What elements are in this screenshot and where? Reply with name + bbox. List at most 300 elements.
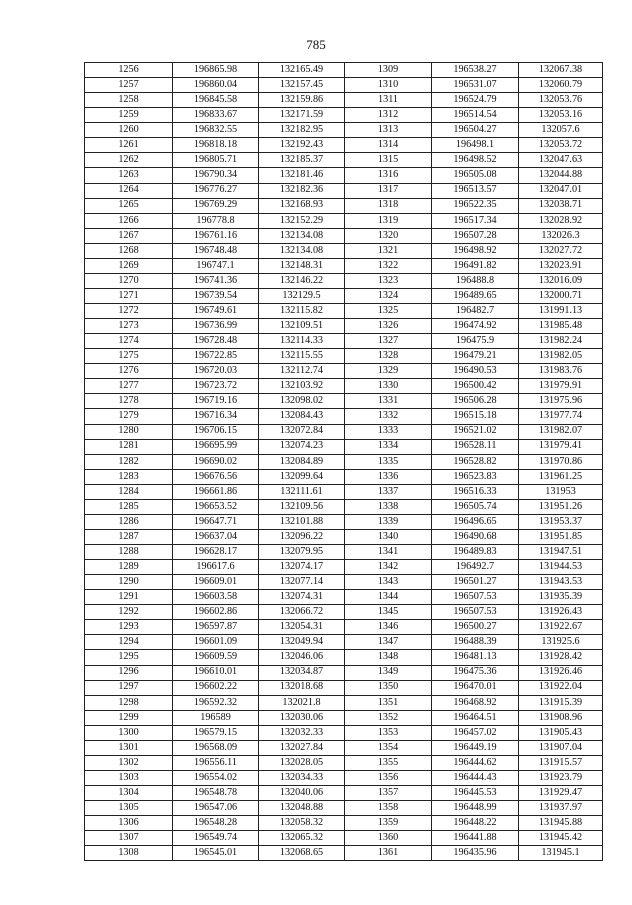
y-coordinate-cell: 132084.89 bbox=[259, 454, 345, 469]
table-row bbox=[85, 168, 603, 183]
y-coordinate-cell: 132077.14 bbox=[259, 575, 345, 590]
point-number-cell: 1299 bbox=[85, 710, 173, 725]
table-row bbox=[85, 755, 603, 770]
x-coordinate-cell: 196790.34 bbox=[173, 168, 259, 183]
y-coordinate-cell: 132134.08 bbox=[259, 228, 345, 243]
y-coordinate-cell: 131944.53 bbox=[519, 560, 603, 575]
table-row bbox=[85, 575, 603, 590]
table-row bbox=[85, 409, 603, 424]
table-row bbox=[85, 831, 603, 846]
point-number-cell: 1332 bbox=[345, 409, 432, 424]
x-coordinate-cell: 196716.34 bbox=[173, 409, 259, 424]
x-coordinate-cell: 196514.54 bbox=[432, 108, 519, 123]
point-number-cell: 1258 bbox=[85, 93, 173, 108]
point-number-cell: 1260 bbox=[85, 123, 173, 138]
x-coordinate-cell: 196489.83 bbox=[432, 545, 519, 560]
x-coordinate-cell: 196490.68 bbox=[432, 529, 519, 544]
x-coordinate-cell: 196523.83 bbox=[432, 469, 519, 484]
table-row bbox=[85, 801, 603, 816]
y-coordinate-cell: 131977.74 bbox=[519, 409, 603, 424]
point-number-cell: 1290 bbox=[85, 575, 173, 590]
x-coordinate-cell: 196610.01 bbox=[173, 665, 259, 680]
x-coordinate-cell: 196661.86 bbox=[173, 484, 259, 499]
table-row bbox=[85, 93, 603, 108]
x-coordinate-cell: 196441.88 bbox=[432, 831, 519, 846]
y-coordinate-cell: 132068.65 bbox=[259, 846, 345, 861]
point-number-cell: 1327 bbox=[345, 334, 432, 349]
x-coordinate-cell: 196860.04 bbox=[173, 78, 259, 93]
x-coordinate-cell: 196444.62 bbox=[432, 755, 519, 770]
y-coordinate-cell: 132115.82 bbox=[259, 304, 345, 319]
table-row bbox=[85, 424, 603, 439]
table-row bbox=[85, 138, 603, 153]
y-coordinate-cell: 131935.39 bbox=[519, 590, 603, 605]
point-number-cell: 1361 bbox=[345, 846, 432, 861]
y-coordinate-cell: 132168.93 bbox=[259, 198, 345, 213]
table-row bbox=[85, 605, 603, 620]
y-coordinate-cell: 132171.59 bbox=[259, 108, 345, 123]
y-coordinate-cell: 131982.05 bbox=[519, 349, 603, 364]
point-number-cell: 1340 bbox=[345, 529, 432, 544]
point-number-cell: 1283 bbox=[85, 469, 173, 484]
point-number-cell: 1360 bbox=[345, 831, 432, 846]
y-coordinate-cell: 132021.8 bbox=[259, 695, 345, 710]
point-number-cell: 1282 bbox=[85, 454, 173, 469]
point-number-cell: 1322 bbox=[345, 258, 432, 273]
y-coordinate-cell: 132099.64 bbox=[259, 469, 345, 484]
point-number-cell: 1300 bbox=[85, 725, 173, 740]
table-row bbox=[85, 228, 603, 243]
x-coordinate-cell: 196601.09 bbox=[173, 635, 259, 650]
table-row bbox=[85, 183, 603, 198]
table-row bbox=[85, 304, 603, 319]
y-coordinate-cell: 132032.33 bbox=[259, 725, 345, 740]
point-number-cell: 1263 bbox=[85, 168, 173, 183]
x-coordinate-cell: 196498.92 bbox=[432, 243, 519, 258]
x-coordinate-cell: 196468.92 bbox=[432, 695, 519, 710]
x-coordinate-cell: 196513.57 bbox=[432, 183, 519, 198]
x-coordinate-cell: 196548.78 bbox=[173, 786, 259, 801]
x-coordinate-cell: 196444.43 bbox=[432, 770, 519, 785]
x-coordinate-cell: 196488.39 bbox=[432, 635, 519, 650]
y-coordinate-cell: 132028.05 bbox=[259, 755, 345, 770]
point-number-cell: 1317 bbox=[345, 183, 432, 198]
x-coordinate-cell: 196832.55 bbox=[173, 123, 259, 138]
x-coordinate-cell: 196653.52 bbox=[173, 499, 259, 514]
point-number-cell: 1354 bbox=[345, 740, 432, 755]
y-coordinate-cell: 131907.04 bbox=[519, 740, 603, 755]
point-number-cell: 1337 bbox=[345, 484, 432, 499]
y-coordinate-cell: 131953 bbox=[519, 484, 603, 499]
x-coordinate-cell: 196475.9 bbox=[432, 334, 519, 349]
x-coordinate-cell: 196516.33 bbox=[432, 484, 519, 499]
x-coordinate-cell: 196498.52 bbox=[432, 153, 519, 168]
y-coordinate-cell: 132111.61 bbox=[259, 484, 345, 499]
y-coordinate-cell: 132027.84 bbox=[259, 740, 345, 755]
x-coordinate-cell: 196603.58 bbox=[173, 590, 259, 605]
x-coordinate-cell: 196568.09 bbox=[173, 740, 259, 755]
point-number-cell: 1262 bbox=[85, 153, 173, 168]
point-number-cell: 1347 bbox=[345, 635, 432, 650]
point-number-cell: 1285 bbox=[85, 499, 173, 514]
x-coordinate-cell: 196507.53 bbox=[432, 605, 519, 620]
x-coordinate-cell: 196528.82 bbox=[432, 454, 519, 469]
y-coordinate-cell: 132040.06 bbox=[259, 786, 345, 801]
point-number-cell: 1289 bbox=[85, 560, 173, 575]
point-number-cell: 1315 bbox=[345, 153, 432, 168]
point-number-cell: 1295 bbox=[85, 650, 173, 665]
table-row bbox=[85, 665, 603, 680]
point-number-cell: 1346 bbox=[345, 620, 432, 635]
x-coordinate-cell: 196457.02 bbox=[432, 725, 519, 740]
table-row bbox=[85, 770, 603, 785]
point-number-cell: 1304 bbox=[85, 786, 173, 801]
y-coordinate-cell: 131929.47 bbox=[519, 786, 603, 801]
x-coordinate-cell: 196761.16 bbox=[173, 228, 259, 243]
point-number-cell: 1329 bbox=[345, 364, 432, 379]
point-number-cell: 1336 bbox=[345, 469, 432, 484]
point-number-cell: 1267 bbox=[85, 228, 173, 243]
x-coordinate-cell: 196637.04 bbox=[173, 529, 259, 544]
table-row bbox=[85, 394, 603, 409]
x-coordinate-cell: 196690.02 bbox=[173, 454, 259, 469]
point-number-cell: 1357 bbox=[345, 786, 432, 801]
y-coordinate-cell: 131922.67 bbox=[519, 620, 603, 635]
table-row bbox=[85, 63, 603, 78]
y-coordinate-cell: 132066.72 bbox=[259, 605, 345, 620]
y-coordinate-cell: 131905.43 bbox=[519, 725, 603, 740]
y-coordinate-cell: 131943.53 bbox=[519, 575, 603, 590]
y-coordinate-cell: 132065.32 bbox=[259, 831, 345, 846]
table-row bbox=[85, 710, 603, 725]
x-coordinate-cell: 196617.6 bbox=[173, 560, 259, 575]
y-coordinate-cell: 132101.88 bbox=[259, 514, 345, 529]
x-coordinate-cell: 196449.19 bbox=[432, 740, 519, 755]
y-coordinate-cell: 131928.42 bbox=[519, 650, 603, 665]
point-number-cell: 1298 bbox=[85, 695, 173, 710]
x-coordinate-cell: 196722.85 bbox=[173, 349, 259, 364]
x-coordinate-cell: 196475.36 bbox=[432, 665, 519, 680]
y-coordinate-cell: 132027.72 bbox=[519, 243, 603, 258]
point-number-cell: 1343 bbox=[345, 575, 432, 590]
y-coordinate-cell: 132148.31 bbox=[259, 258, 345, 273]
x-coordinate-cell: 196739.54 bbox=[173, 288, 259, 303]
y-coordinate-cell: 132053.16 bbox=[519, 108, 603, 123]
x-coordinate-cell: 196728.48 bbox=[173, 334, 259, 349]
point-number-cell: 1277 bbox=[85, 379, 173, 394]
x-coordinate-cell: 196676.56 bbox=[173, 469, 259, 484]
point-number-cell: 1313 bbox=[345, 123, 432, 138]
x-coordinate-cell: 196706.15 bbox=[173, 424, 259, 439]
x-coordinate-cell: 196776.27 bbox=[173, 183, 259, 198]
x-coordinate-cell: 196521.02 bbox=[432, 424, 519, 439]
point-number-cell: 1355 bbox=[345, 755, 432, 770]
table-row bbox=[85, 846, 603, 861]
x-coordinate-cell: 196805.71 bbox=[173, 153, 259, 168]
y-coordinate-cell: 131937.97 bbox=[519, 801, 603, 816]
y-coordinate-cell: 131991.13 bbox=[519, 304, 603, 319]
y-coordinate-cell: 132016.09 bbox=[519, 273, 603, 288]
table-row bbox=[85, 650, 603, 665]
x-coordinate-cell: 196531.07 bbox=[432, 78, 519, 93]
point-number-cell: 1280 bbox=[85, 424, 173, 439]
x-coordinate-cell: 196554.02 bbox=[173, 770, 259, 785]
x-coordinate-cell: 196448.99 bbox=[432, 801, 519, 816]
point-number-cell: 1311 bbox=[345, 93, 432, 108]
x-coordinate-cell: 196769.29 bbox=[173, 198, 259, 213]
x-coordinate-cell: 196833.67 bbox=[173, 108, 259, 123]
x-coordinate-cell: 196602.86 bbox=[173, 605, 259, 620]
y-coordinate-cell: 131915.39 bbox=[519, 695, 603, 710]
y-coordinate-cell: 132058.32 bbox=[259, 816, 345, 831]
table-row bbox=[85, 740, 603, 755]
table-row bbox=[85, 499, 603, 514]
y-coordinate-cell: 132134.08 bbox=[259, 243, 345, 258]
table-row bbox=[85, 680, 603, 695]
x-coordinate-cell: 196496.65 bbox=[432, 514, 519, 529]
point-number-cell: 1291 bbox=[85, 590, 173, 605]
table-row bbox=[85, 529, 603, 544]
point-number-cell: 1334 bbox=[345, 439, 432, 454]
x-coordinate-cell: 196491.82 bbox=[432, 258, 519, 273]
point-number-cell: 1318 bbox=[345, 198, 432, 213]
x-coordinate-cell: 196500.42 bbox=[432, 379, 519, 394]
y-coordinate-cell: 131982.24 bbox=[519, 334, 603, 349]
x-coordinate-cell: 196470.01 bbox=[432, 680, 519, 695]
point-number-cell: 1349 bbox=[345, 665, 432, 680]
point-number-cell: 1339 bbox=[345, 514, 432, 529]
x-coordinate-cell: 196741.36 bbox=[173, 273, 259, 288]
point-number-cell: 1342 bbox=[345, 560, 432, 575]
point-number-cell: 1309 bbox=[345, 63, 432, 78]
table-row bbox=[85, 620, 603, 635]
x-coordinate-cell: 196524.79 bbox=[432, 93, 519, 108]
x-coordinate-cell: 196488.8 bbox=[432, 273, 519, 288]
point-number-cell: 1272 bbox=[85, 304, 173, 319]
y-coordinate-cell: 131923.79 bbox=[519, 770, 603, 785]
point-number-cell: 1341 bbox=[345, 545, 432, 560]
point-number-cell: 1328 bbox=[345, 349, 432, 364]
point-number-cell: 1261 bbox=[85, 138, 173, 153]
table-row bbox=[85, 273, 603, 288]
point-number-cell: 1274 bbox=[85, 334, 173, 349]
y-coordinate-cell: 132157.45 bbox=[259, 78, 345, 93]
x-coordinate-cell: 196474.92 bbox=[432, 319, 519, 334]
point-number-cell: 1278 bbox=[85, 394, 173, 409]
y-coordinate-cell: 131979.41 bbox=[519, 439, 603, 454]
y-coordinate-cell: 132129.5 bbox=[259, 288, 345, 303]
y-coordinate-cell: 132103.92 bbox=[259, 379, 345, 394]
point-number-cell: 1305 bbox=[85, 801, 173, 816]
point-number-cell: 1288 bbox=[85, 545, 173, 560]
point-number-cell: 1276 bbox=[85, 364, 173, 379]
point-number-cell: 1310 bbox=[345, 78, 432, 93]
point-number-cell: 1358 bbox=[345, 801, 432, 816]
y-coordinate-cell: 131970.86 bbox=[519, 454, 603, 469]
point-number-cell: 1316 bbox=[345, 168, 432, 183]
x-coordinate-cell: 196505.08 bbox=[432, 168, 519, 183]
x-coordinate-cell: 196545.01 bbox=[173, 846, 259, 861]
y-coordinate-cell: 132048.88 bbox=[259, 801, 345, 816]
x-coordinate-cell: 196749.61 bbox=[173, 304, 259, 319]
y-coordinate-cell: 132084.43 bbox=[259, 409, 345, 424]
x-coordinate-cell: 196481.13 bbox=[432, 650, 519, 665]
point-number-cell: 1270 bbox=[85, 273, 173, 288]
y-coordinate-cell: 131926.46 bbox=[519, 665, 603, 680]
y-coordinate-cell: 132028.92 bbox=[519, 213, 603, 228]
x-coordinate-cell: 196498.1 bbox=[432, 138, 519, 153]
y-coordinate-cell: 132074.17 bbox=[259, 560, 345, 575]
point-number-cell: 1350 bbox=[345, 680, 432, 695]
y-coordinate-cell: 131947.51 bbox=[519, 545, 603, 560]
point-number-cell: 1351 bbox=[345, 695, 432, 710]
coordinates-table bbox=[84, 62, 603, 861]
x-coordinate-cell: 196482.7 bbox=[432, 304, 519, 319]
point-number-cell: 1275 bbox=[85, 349, 173, 364]
y-coordinate-cell: 131926.43 bbox=[519, 605, 603, 620]
x-coordinate-cell: 196507.28 bbox=[432, 228, 519, 243]
x-coordinate-cell: 196695.99 bbox=[173, 439, 259, 454]
x-coordinate-cell: 196747.1 bbox=[173, 258, 259, 273]
x-coordinate-cell: 196589 bbox=[173, 710, 259, 725]
y-coordinate-cell: 132046.06 bbox=[259, 650, 345, 665]
y-coordinate-cell: 132074.23 bbox=[259, 439, 345, 454]
y-coordinate-cell: 131953.37 bbox=[519, 514, 603, 529]
point-number-cell: 1271 bbox=[85, 288, 173, 303]
table-row bbox=[85, 364, 603, 379]
point-number-cell: 1326 bbox=[345, 319, 432, 334]
y-coordinate-cell: 132181.46 bbox=[259, 168, 345, 183]
y-coordinate-cell: 131915.57 bbox=[519, 755, 603, 770]
y-coordinate-cell: 131945.1 bbox=[519, 846, 603, 861]
x-coordinate-cell: 196492.7 bbox=[432, 560, 519, 575]
x-coordinate-cell: 196720.03 bbox=[173, 364, 259, 379]
x-coordinate-cell: 196479.21 bbox=[432, 349, 519, 364]
point-number-cell: 1320 bbox=[345, 228, 432, 243]
point-number-cell: 1281 bbox=[85, 439, 173, 454]
y-coordinate-cell: 132057.6 bbox=[519, 123, 603, 138]
point-number-cell: 1352 bbox=[345, 710, 432, 725]
y-coordinate-cell: 131908.96 bbox=[519, 710, 603, 725]
x-coordinate-cell: 196490.53 bbox=[432, 364, 519, 379]
y-coordinate-cell: 131961.25 bbox=[519, 469, 603, 484]
point-number-cell: 1308 bbox=[85, 846, 173, 861]
point-number-cell: 1325 bbox=[345, 304, 432, 319]
table-row bbox=[85, 514, 603, 529]
point-number-cell: 1335 bbox=[345, 454, 432, 469]
y-coordinate-cell: 132053.76 bbox=[519, 93, 603, 108]
x-coordinate-cell: 196609.01 bbox=[173, 575, 259, 590]
table-row bbox=[85, 349, 603, 364]
x-coordinate-cell: 196719.16 bbox=[173, 394, 259, 409]
x-coordinate-cell: 196515.18 bbox=[432, 409, 519, 424]
y-coordinate-cell: 132185.37 bbox=[259, 153, 345, 168]
y-coordinate-cell: 132000.71 bbox=[519, 288, 603, 303]
y-coordinate-cell: 132114.33 bbox=[259, 334, 345, 349]
y-coordinate-cell: 132074.31 bbox=[259, 590, 345, 605]
x-coordinate-cell: 196845.58 bbox=[173, 93, 259, 108]
x-coordinate-cell: 196609.59 bbox=[173, 650, 259, 665]
table-row bbox=[85, 334, 603, 349]
x-coordinate-cell: 196500.27 bbox=[432, 620, 519, 635]
y-coordinate-cell: 132109.51 bbox=[259, 319, 345, 334]
y-coordinate-cell: 132049.94 bbox=[259, 635, 345, 650]
y-coordinate-cell: 132053.72 bbox=[519, 138, 603, 153]
table-row bbox=[85, 198, 603, 213]
table-row bbox=[85, 469, 603, 484]
y-coordinate-cell: 132047.01 bbox=[519, 183, 603, 198]
point-number-cell: 1331 bbox=[345, 394, 432, 409]
point-number-cell: 1319 bbox=[345, 213, 432, 228]
point-number-cell: 1306 bbox=[85, 816, 173, 831]
y-coordinate-cell: 132146.22 bbox=[259, 273, 345, 288]
y-coordinate-cell: 132165.49 bbox=[259, 63, 345, 78]
point-number-cell: 1345 bbox=[345, 605, 432, 620]
y-coordinate-cell: 132079.95 bbox=[259, 545, 345, 560]
y-coordinate-cell: 132038.71 bbox=[519, 198, 603, 213]
y-coordinate-cell: 132018.68 bbox=[259, 680, 345, 695]
x-coordinate-cell: 196517.34 bbox=[432, 213, 519, 228]
y-coordinate-cell: 131945.88 bbox=[519, 816, 603, 831]
y-coordinate-cell: 132112.74 bbox=[259, 364, 345, 379]
x-coordinate-cell: 196538.27 bbox=[432, 63, 519, 78]
x-coordinate-cell: 196818.18 bbox=[173, 138, 259, 153]
y-coordinate-cell: 131925.6 bbox=[519, 635, 603, 650]
y-coordinate-cell: 132098.02 bbox=[259, 394, 345, 409]
y-coordinate-cell: 132054.31 bbox=[259, 620, 345, 635]
y-coordinate-cell: 132115.55 bbox=[259, 349, 345, 364]
table-row bbox=[85, 454, 603, 469]
table-row bbox=[85, 816, 603, 831]
y-coordinate-cell: 131951.85 bbox=[519, 529, 603, 544]
y-coordinate-cell: 132182.95 bbox=[259, 123, 345, 138]
point-number-cell: 1296 bbox=[85, 665, 173, 680]
point-number-cell: 1348 bbox=[345, 650, 432, 665]
table-row bbox=[85, 695, 603, 710]
x-coordinate-cell: 196865.98 bbox=[173, 63, 259, 78]
y-coordinate-cell: 132159.86 bbox=[259, 93, 345, 108]
y-coordinate-cell: 131982.07 bbox=[519, 424, 603, 439]
y-coordinate-cell: 132047.63 bbox=[519, 153, 603, 168]
table-row bbox=[85, 319, 603, 334]
point-number-cell: 1292 bbox=[85, 605, 173, 620]
table-row bbox=[85, 78, 603, 93]
y-coordinate-cell: 131951.26 bbox=[519, 499, 603, 514]
point-number-cell: 1294 bbox=[85, 635, 173, 650]
x-coordinate-cell: 196647.71 bbox=[173, 514, 259, 529]
y-coordinate-cell: 132067.38 bbox=[519, 63, 603, 78]
y-coordinate-cell: 132060.79 bbox=[519, 78, 603, 93]
point-number-cell: 1353 bbox=[345, 725, 432, 740]
y-coordinate-cell: 132023.91 bbox=[519, 258, 603, 273]
table-row bbox=[85, 786, 603, 801]
point-number-cell: 1321 bbox=[345, 243, 432, 258]
y-coordinate-cell: 132096.22 bbox=[259, 529, 345, 544]
point-number-cell: 1324 bbox=[345, 288, 432, 303]
y-coordinate-cell: 132044.88 bbox=[519, 168, 603, 183]
y-coordinate-cell: 132192.43 bbox=[259, 138, 345, 153]
y-coordinate-cell: 131975.96 bbox=[519, 394, 603, 409]
table-row bbox=[85, 153, 603, 168]
point-number-cell: 1312 bbox=[345, 108, 432, 123]
point-number-cell: 1268 bbox=[85, 243, 173, 258]
point-number-cell: 1359 bbox=[345, 816, 432, 831]
table-row bbox=[85, 213, 603, 228]
y-coordinate-cell: 131922.04 bbox=[519, 680, 603, 695]
y-coordinate-cell: 132152.29 bbox=[259, 213, 345, 228]
table-row bbox=[85, 484, 603, 499]
table-row bbox=[85, 560, 603, 575]
